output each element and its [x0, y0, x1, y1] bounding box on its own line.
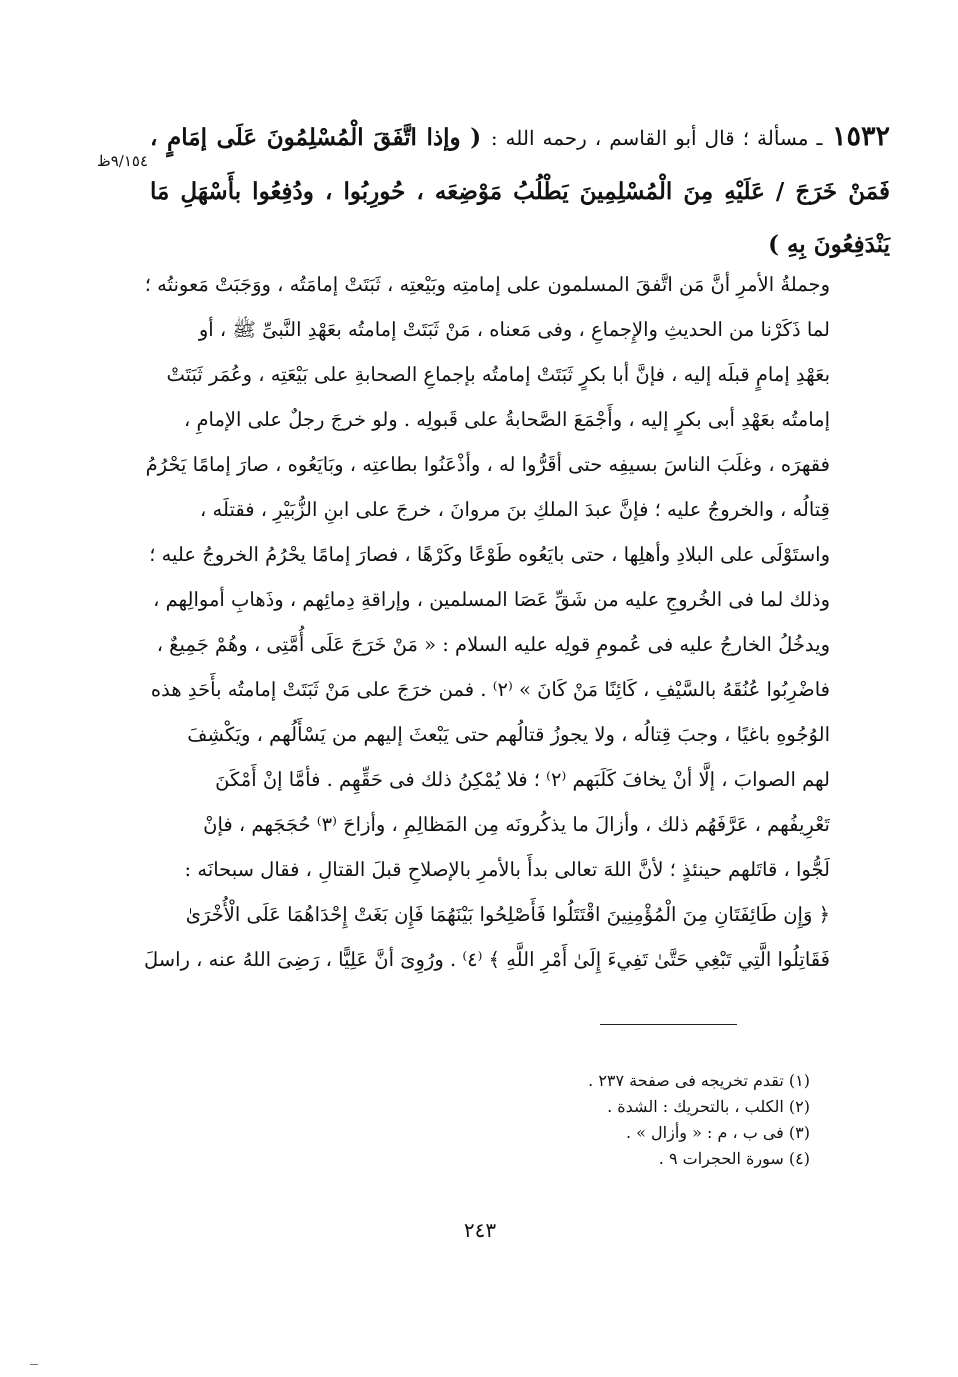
manuscript-folio-reference: ٩/١٥٤ظ	[96, 152, 148, 170]
body-line: فقهرَه ، وغلَبَ الناسَ بسيفِه حتى أقَرُّوا له ، وأذْعَنُوا بطاعتِه ، وبَايَعُوه ، صارَ إمامًا يَحْرُمُ	[145, 453, 830, 476]
footnote: (٢) الكلب ، بالتحريك : الشدة .	[607, 1097, 810, 1116]
body-line: واستَوْلَى على البلادِ وأهلِها ، حتى بايَعُوه طَوْعًا وكَرْهًا ، فصارَ إمامًا يحْرُمُ الخروجُ عليه ؛	[149, 543, 830, 566]
quran-verse-line: ﴿ وَإِن طَائِفَتَانِ مِنَ الْمُؤْمِنِينَ اقْتَتَلُوا فَأَصْلِحُوا بَيْنَهُمَا فَإِن بَغَتْ إِحْدَاهُمَا عَلَى الْأُخْرَىٰ	[185, 903, 830, 926]
page-number: ٢٤٣	[463, 1218, 497, 1242]
body-line: وذلك لما فى الخُروجِ عليه من شَقِّ عَصَا المسلمين ، وإراقةِ دِمائِهم ، وذَهابِ أموالِهم ،	[153, 588, 830, 611]
body-line: إمامتُه بعَهْدِ أبى بكرٍ إليه ، وأَجْمَعَ الصَّحابةُ على قَبولِه . ولو خرجَ رجلٌ على الإمامِ ،	[183, 408, 830, 431]
issue-heading	[150, 110, 890, 271]
body-line: تَعْرِيفُهم ، عَرَّفَهُم ذلك ، وأزالَ ما يذكُرونَه مِن المَظالِمِ ، وأزاحَ ⁽٣⁾ حُجَجَهم ، فإنْ	[203, 813, 830, 836]
body-line: وجملةُ الأمرِ أنَّ مَن اتَّفقَ المسلمون على إمامتِه وبَيْعتِه ، ثَبَتَتْ إمامَتُه ، ووَجَبَتْ مَعونتُه ؛	[144, 273, 830, 296]
body-line: الوُجُوهِ باغيًا ، وجبَ قِتالُه ، ولا يجوزُ قتالُهم حتى يَبْعثَ إليهم من يَسْأَلُهم ، ويَكْشِفَ	[187, 723, 830, 746]
body-line: فاضْرِبُوا عُنُقَهُ بالسَّيْفِ ، كَائِنًا مَنْ كَانَ » ⁽٢⁾ . فمن خرَجَ على مَنْ ثَبَتَتْ إمامتُه بأَحَدِ هذه	[150, 678, 830, 701]
body-line: لما ذَكَرْنا من الحديثِ والإِجماعِ ، وفى مَعناه ، مَنْ ثَبَتَتْ إمامتُه بعَهْدِ النَّبىِّ ﷺ ، أو	[198, 318, 830, 341]
footnotes	[400, 1068, 810, 1172]
footnote-divider	[600, 1024, 737, 1025]
quran-verse-line: فَقَاتِلُوا الَّتِي تَبْغِي حَتَّىٰ تَفِيءَ إِلَىٰ أَمْرِ اللَّهِ ﴾ ⁽٤⁾ . ورُوِىَ أنَّ عَلِيًّا ، رَضِىَ اللهُ عنه ، راسلَ	[143, 948, 830, 971]
issue-intro: ـ مسألة ؛ قال أبو القاسم ، رحمه الله :	[490, 126, 823, 150]
footnote: (٣) فى ب ، م : « وأزال » .	[626, 1123, 810, 1142]
footnote: (١) تقدم تخريجه فى صفحة ٢٣٧ .	[588, 1071, 810, 1090]
footnote: (٤) سورة الحجرات ٩ .	[658, 1149, 810, 1168]
body-line: قِتالُه ، والخروجُ عليه ؛ فإنَّ عبدَ الملكِ بنَ مروانَ ، خرجَ على ابنِ الزُّبَيْرِ ، فقتلَه ،	[200, 498, 830, 521]
body-line: لَجُّوا ، قاتَلهم حينئذٍ ؛ لأنَّ اللهَ تعالى بدأَ بالأمرِ بالإصلاحِ قبلَ القتالِ ، فقال سبحانَه :	[184, 858, 830, 881]
body-line: بعَهْدِ إمامٍ قبلَه إليه ، فإنَّ أبا بكرٍ ثَبَتَتْ إمامتُه بإجماعِ الصحابةِ على بَيْعَتِه ، وعُمَر ثَبَتَتْ	[166, 363, 830, 386]
body-line: لهم الصوابَ ، إلَّا أنْ يخافَ كَلَبَهم ⁽٢⁾ ؛ فلا يُمْكِنُ ذلك فى حَقِّهِم . فأمَّا إنْ أَمْكَنَ	[215, 768, 830, 791]
issue-number: ١٥٣٢	[832, 121, 891, 152]
body-line: ويدخُلُ الخارجُ عليه فى عُمومِ قولِه عليه السلام : « مَنْ خَرَجَ عَلَى أُمَّتِى ، وهُمْ جَمِيعٌ ،	[156, 633, 830, 656]
body-text	[140, 262, 830, 982]
scan-edge-mark	[30, 1364, 38, 1365]
issue-quoted-text: ( وإذا اتَّفَقَ الْمُسْلِمُونَ عَلَى إمَامٍ ، فَمَنْ خَرَجَ / عَلَيْهِ مِنَ الْمُسْلِمِينَ يَطْلُبُ مَوْضِعَه ، حُورِبُوا ، ودُفِعُوا بأَسْهَلِ مَا يَنْدَفِعُونَ بِهِ )	[150, 124, 890, 258]
